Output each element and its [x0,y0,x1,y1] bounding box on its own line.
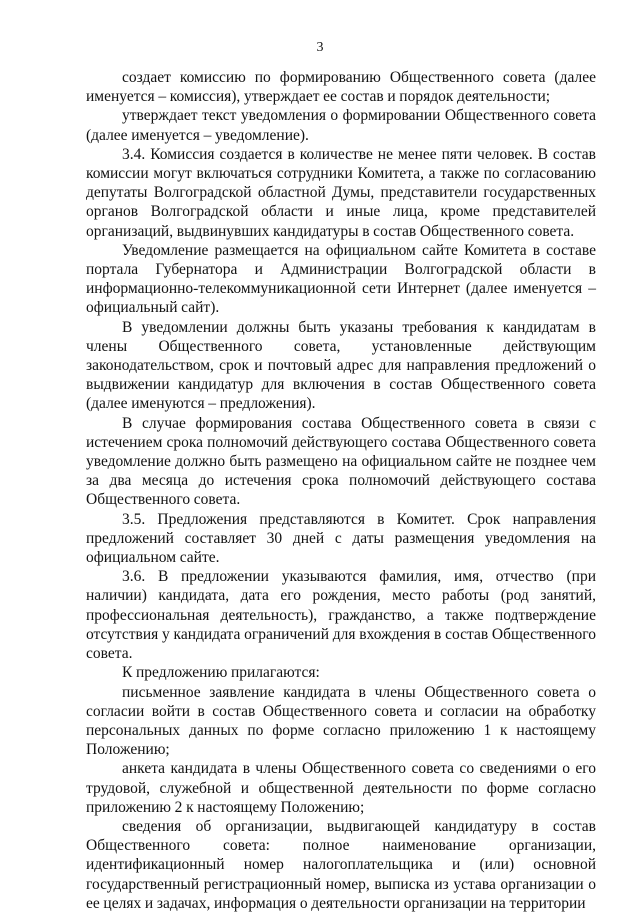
paragraph-notice-text: утверждает текст уведомления о формировании Общественного совета (далее именуется – уведомление). [86,107,596,144]
paragraph-3-6: 3.6. В предложении указываются фамилия, имя, отчество (при наличии) кандидата, дата его рождения, место работы (род занятий, профессиональная деятельность), гражданство, а также подтверждение отсутствия у кандидата ограничений для вхождения в состав Общественного совета. [86,568,596,663]
paragraph-written-application: письменное заявление кандидата в члены Общественного совета о согласии войти в состав Общественного совета и согласии на обработку персональных данных по форме согласно приложению 1 к настоящему Положению; [86,683,596,759]
document-body [86,68,596,913]
paragraph-attachments-intro: К предложению прилагаются: [122,664,320,682]
paragraph-questionnaire: анкета кандидата в члены Общественного совета со сведениями о его трудовой, служебной и общественной деятельности по форме согласно приложению 2 к настоящему Положению; [86,760,596,816]
paragraph-organization-info: сведения об организации, выдвигающей кандидатуру в состав Общественного совета: полное наименование организации, идентификационный номер налогоплательщика и (или) основной государственный регистрационный номер, выписка из устава организации о ее целях и задачах, информация о деятельности организации на территории [86,817,596,912]
paragraph-notice-requirements: В уведомлении должны быть указаны требования к кандидатам в члены Общественного совета, установленные действующим законодательством, срок и почтовый адрес для направления предложений о выдвижении кандидатур для включения в состав Общественного совета (далее именуются – предложения). [86,318,596,413]
paragraph-3-4: 3.4. Комиссия создается в количестве не менее пяти человек. В состав комиссии могут включаться сотрудники Комитета, а также по согласованию депутаты Волгоградской областной Думы, представители государственных органов Волгоградской области и иные лица, кроме представителей организаций, выдвинувших кандидатуры в состав Общественного совета. [86,145,596,240]
paragraph-3-5: 3.5. Предложения представляются в Комитет. Срок направления предложений составляет 30 дней с даты размещения уведомления на официальном сайте. [86,510,596,567]
paragraph-notice-placement: Уведомление размещается на официальном сайте Комитета в составе портала Губернатора и Администрации Волгоградской области в информационно-телекоммуникационной сети Интернет (далее именуется – официальный сайт). [86,241,596,317]
paragraph-commission: создает комиссию по формированию Общественного совета (далее именуется – комиссия), утверждает ее состав и порядок деятельности; [86,69,596,106]
paragraph-term-expiry: В случае формирования состава Общественного совета в связи с истечением срока полномочий действующего состава Общественного совета уведомление должно быть размещено на официальном сайте не позднее чем за два месяца до истечения срока полномочий действующего состава Общественного совета. [86,414,596,509]
page-number: 3 [316,40,324,55]
